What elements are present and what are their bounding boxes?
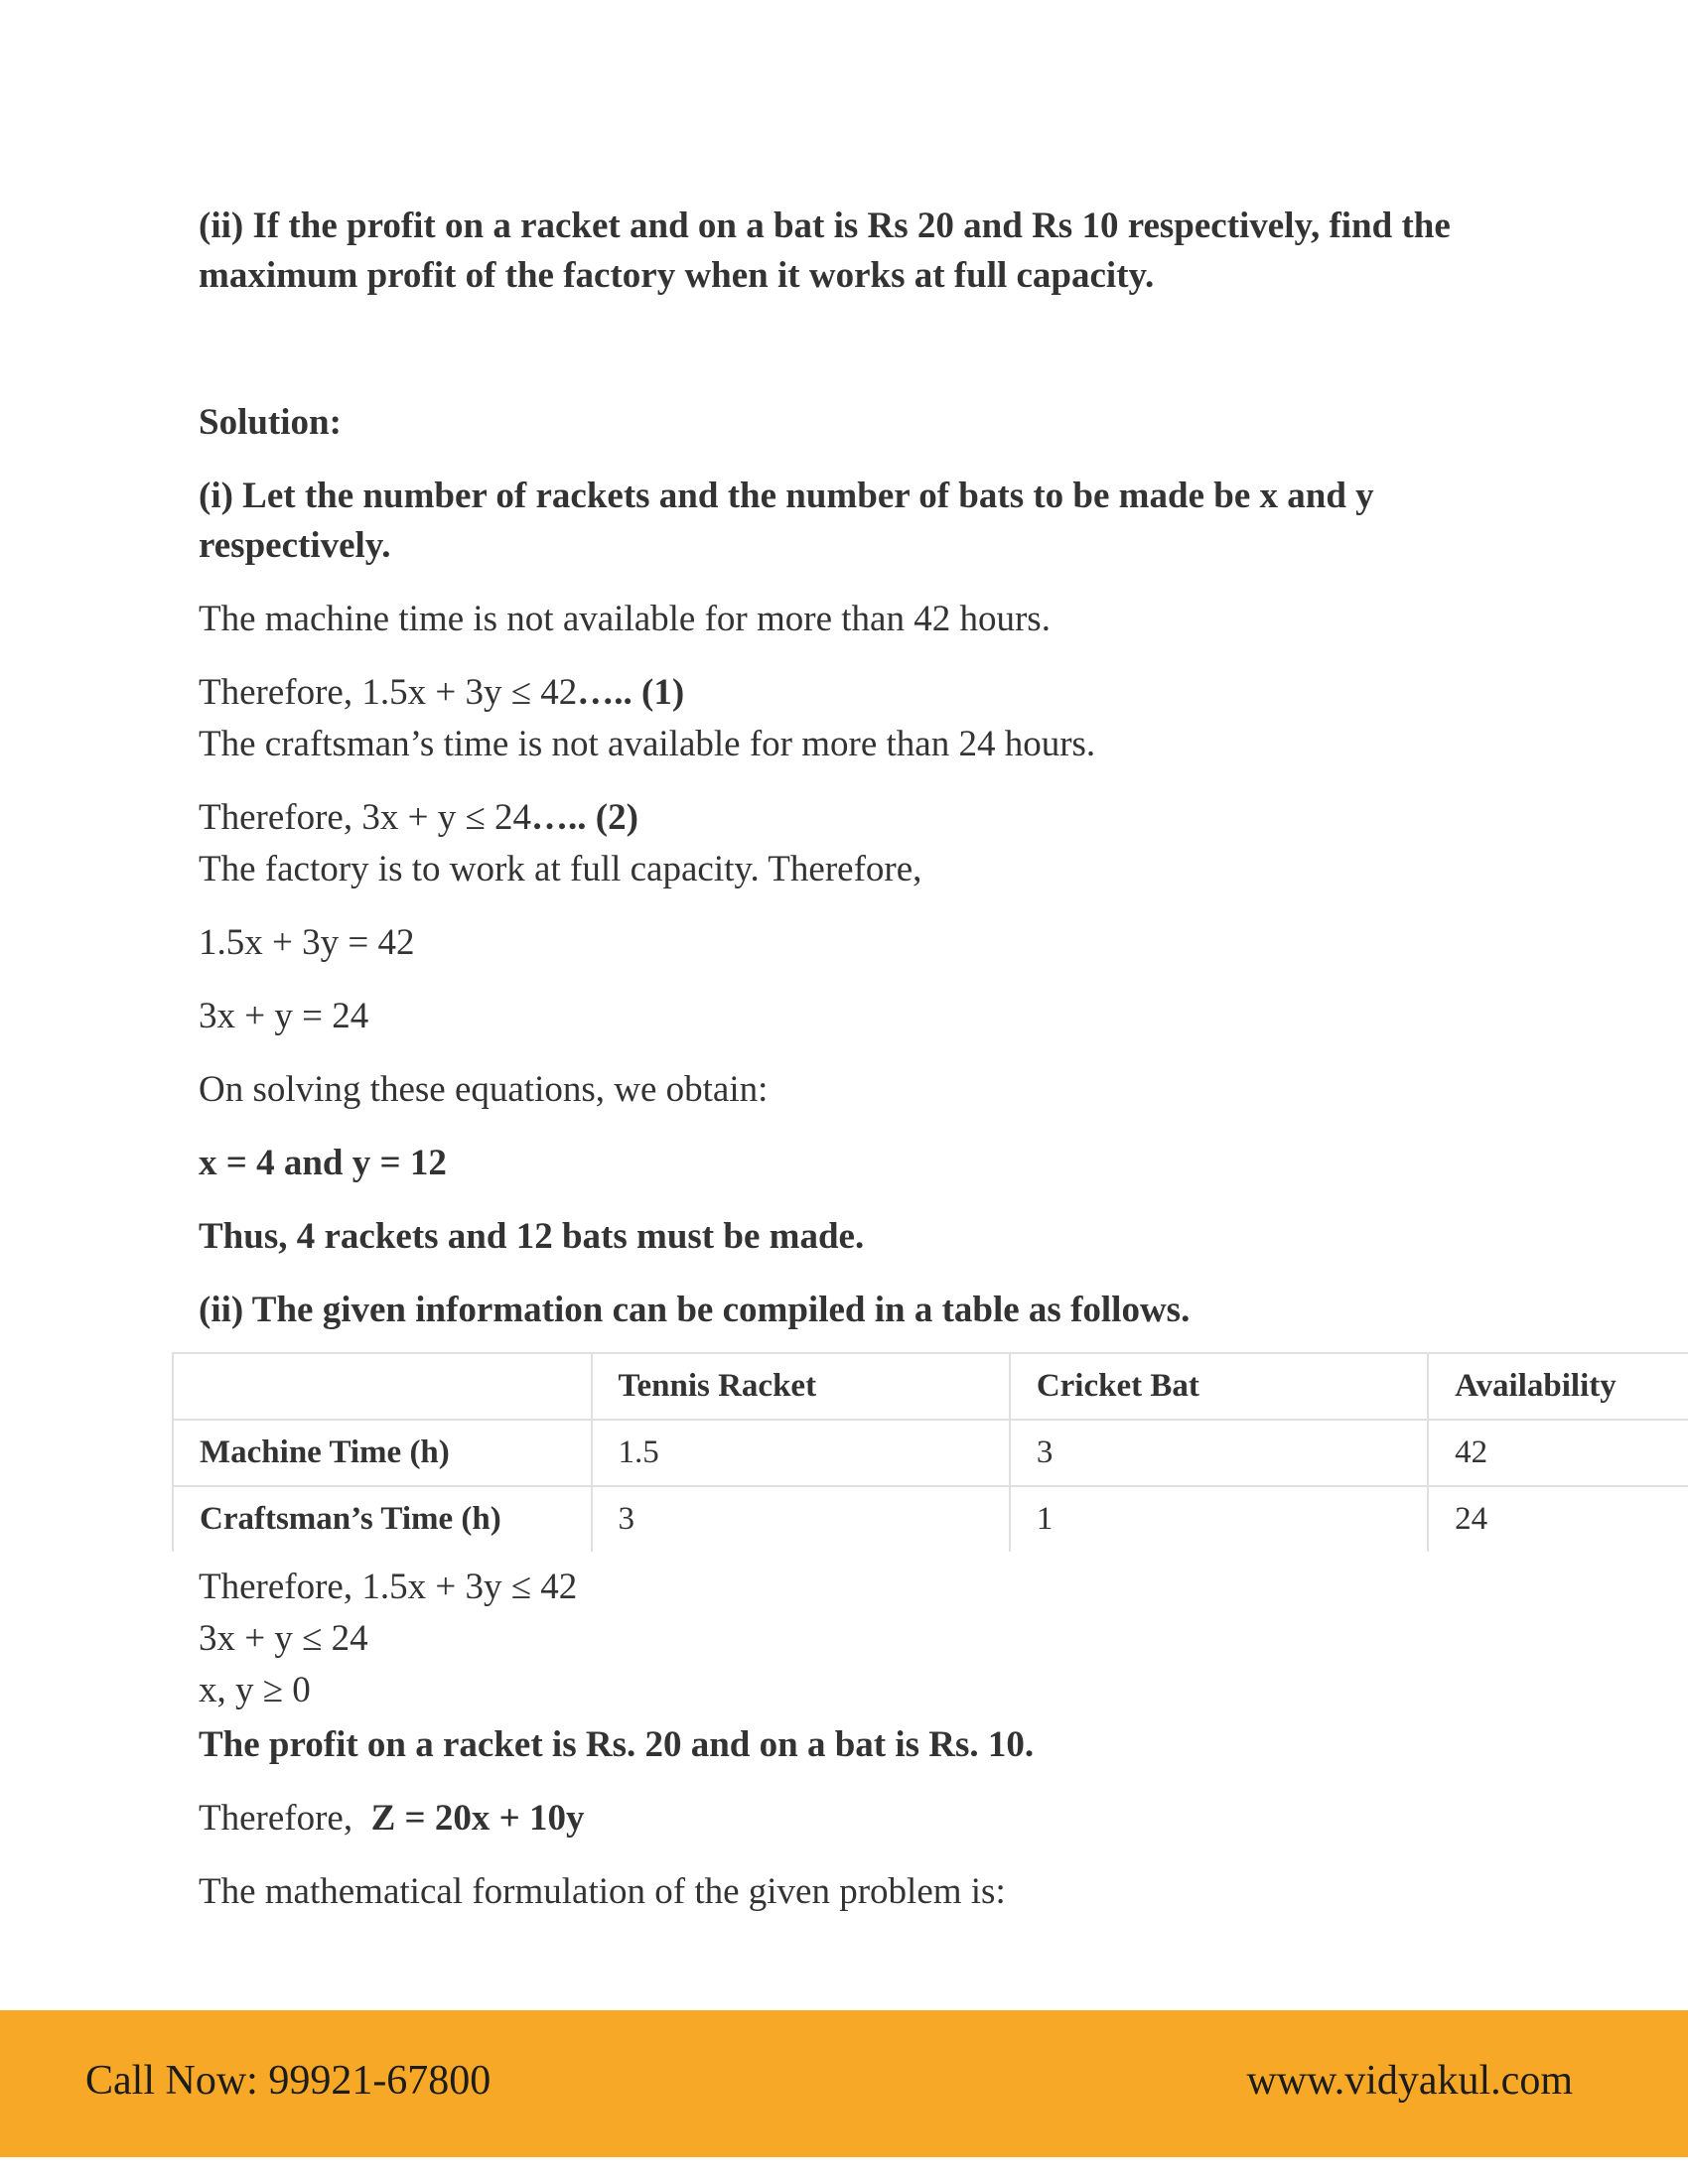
question-part-ii: (ii) If the profit on a racket and on a bat is Rs 20 and Rs 10 respectively, find the maximum profit of the factory when it works at full capacity. bbox=[199, 205, 1451, 296]
table-cell: 1 bbox=[1010, 1486, 1428, 1552]
constraint-2: 3x + y ≤ 24 bbox=[199, 1618, 368, 1659]
constraint-3: x, y ≥ 0 bbox=[199, 1670, 311, 1710]
table-header-row bbox=[173, 1353, 1688, 1420]
information-table bbox=[172, 1352, 1688, 1552]
inequality-2-label: ….. (2) bbox=[531, 797, 638, 838]
table-cell: 3 bbox=[1010, 1420, 1428, 1486]
part-i-intro: (i) Let the number of rackets and the number of bats to be made be x and y respectively. bbox=[199, 476, 1374, 566]
solving-text: On solving these equations, we obtain: bbox=[199, 1069, 769, 1110]
constraint-1: Therefore, 1.5x + 3y ≤ 42 bbox=[199, 1567, 578, 1607]
table-header-cell: Tennis Racket bbox=[592, 1353, 1010, 1420]
machine-time-text: The machine time is not available for more than 42 hours. bbox=[199, 599, 1051, 639]
table-header-cell: Availability bbox=[1428, 1353, 1688, 1420]
conclusion: Thus, 4 rackets and 12 bats must be made. bbox=[199, 1216, 865, 1257]
part-ii-intro: (ii) The given information can be compiled in a table as follows. bbox=[199, 1290, 1191, 1330]
table-row bbox=[173, 1420, 1688, 1486]
objective-function bbox=[199, 1794, 584, 1843]
row-label: Craftsman’s Time (h) bbox=[173, 1486, 592, 1552]
inequality-2-expression: Therefore, 3x + y ≤ 24 bbox=[199, 797, 532, 838]
table-cell: 3 bbox=[592, 1486, 1010, 1552]
row-label: Machine Time (h) bbox=[173, 1420, 592, 1486]
equation-2: 3x + y = 24 bbox=[199, 996, 369, 1036]
objective-expression: Z = 20x + 10y bbox=[370, 1798, 585, 1839]
profit-statement: The profit on a racket is Rs. 20 and on a bat is Rs. 10. bbox=[199, 1724, 1035, 1765]
equation-1: 1.5x + 3y = 42 bbox=[199, 922, 415, 963]
website-link[interactable]: www.vidyakul.com bbox=[1246, 2058, 1573, 2104]
table-cell: 24 bbox=[1428, 1486, 1688, 1552]
table-header-cell: Cricket Bat bbox=[1010, 1353, 1428, 1420]
craftsman-time-text: The craftsman’s time is not available for more than 24 hours. bbox=[199, 724, 1096, 764]
formulation-text: The mathematical formulation of the given problem is: bbox=[199, 1871, 1006, 1912]
call-now-text: Call Now: 99921-67800 bbox=[85, 2058, 492, 2104]
inequality-1-label: ….. (1) bbox=[577, 672, 685, 713]
table-cell: 42 bbox=[1428, 1420, 1688, 1486]
full-capacity-text: The factory is to work at full capacity. Therefore, bbox=[199, 849, 922, 889]
inequality-1 bbox=[199, 668, 684, 718]
inequality-2 bbox=[199, 793, 638, 843]
solution-values: x = 4 and y = 12 bbox=[199, 1143, 447, 1183]
objective-prefix: Therefore, bbox=[199, 1798, 353, 1839]
table-header-cell bbox=[173, 1353, 592, 1420]
footer-bar bbox=[0, 2010, 1688, 2157]
table-cell: 1.5 bbox=[592, 1420, 1010, 1486]
solution-heading: Solution: bbox=[199, 402, 342, 443]
inequality-1-expression: Therefore, 1.5x + 3y ≤ 42 bbox=[199, 672, 578, 713]
table-row bbox=[173, 1486, 1688, 1552]
